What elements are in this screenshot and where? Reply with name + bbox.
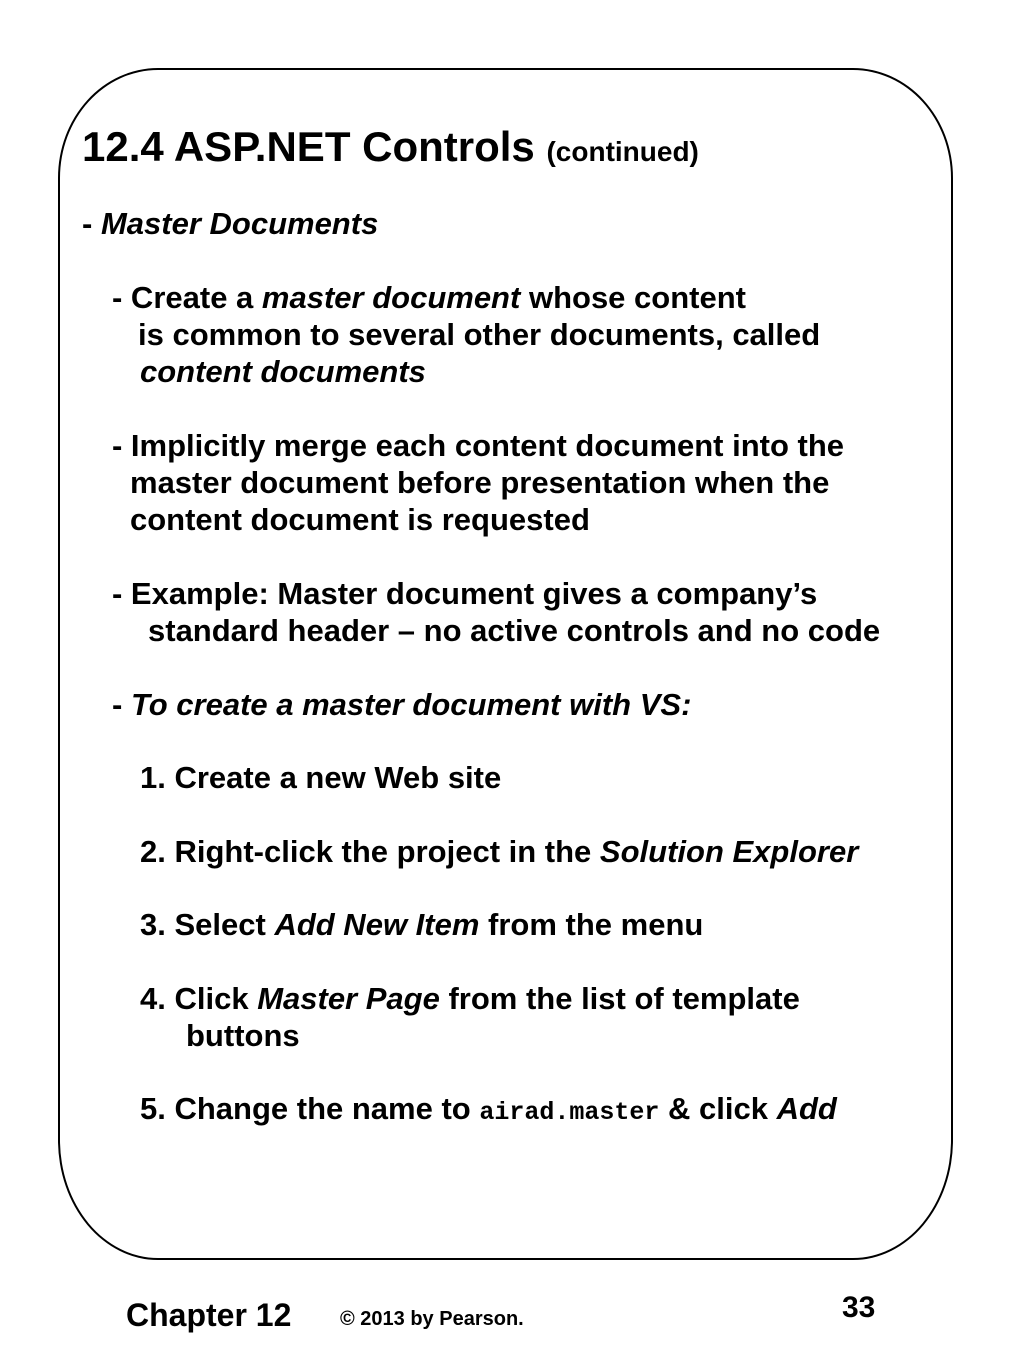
slide-title-suffix: (continued) — [546, 136, 699, 167]
step-3-text-c: from the menu — [488, 907, 704, 942]
bullet-1-line-1 — [112, 280, 746, 316]
step-5-text-a: 5. Change the name to — [140, 1091, 471, 1126]
footer-chapter: Chapter 12 — [126, 1297, 292, 1333]
step-1: 1. Create a new Web site — [140, 760, 502, 795]
bullet-2-line-2: master document before presentation when the — [130, 465, 830, 500]
bullet-4 — [112, 687, 691, 723]
bullet-4-dash: - — [112, 687, 123, 722]
bullet-1-text-c: whose content — [528, 280, 746, 315]
bullet-3-line-1: - Example: Master document gives a company’s — [112, 576, 818, 611]
footer-copyright: © 2013 by Pearson. — [340, 1308, 524, 1330]
slide-title-main: 12.4 ASP.NET Controls — [82, 123, 535, 170]
bullet-2-line-3: content document is requested — [130, 502, 590, 537]
step-5-term-add: Add — [776, 1091, 837, 1126]
step-4-text-c: from the list of template — [448, 981, 800, 1016]
step-4-term: Master Page — [257, 981, 440, 1016]
bullet-1-line-3 — [140, 354, 426, 390]
step-4-text-a: 4. Click — [140, 981, 249, 1016]
bullet-2-line-1: - Implicitly merge each content document into the — [112, 428, 845, 463]
step-2 — [140, 834, 858, 870]
bullet-1-term-master-document: master document — [261, 280, 521, 315]
step-5-filename: airad.master — [479, 1098, 660, 1127]
step-5 — [140, 1091, 837, 1131]
section-heading — [82, 206, 378, 242]
step-4-line-2: buttons — [186, 1018, 300, 1053]
bullet-3-line-2: standard header – no active controls and no code — [148, 613, 881, 648]
section-dash: - — [82, 206, 93, 241]
footer-page-number: 33 — [842, 1291, 876, 1324]
step-2-term: Solution Explorer — [599, 834, 859, 869]
slide-title — [82, 123, 699, 176]
slide-frame — [58, 68, 953, 1260]
step-3-text-a: 3. Select — [140, 907, 266, 942]
step-4-line-1 — [140, 981, 800, 1017]
bullet-1-text-a: - Create a — [112, 280, 254, 315]
bullet-1-line-2: is common to several other documents, called — [138, 317, 821, 352]
bullet-4-text: To create a master document with VS: — [130, 687, 692, 722]
step-3-term: Add New Item — [274, 907, 480, 942]
section-heading-text: Master Documents — [100, 206, 379, 241]
bullet-1-term-content-documents: content documents — [140, 354, 426, 389]
step-2-text: 2. Right-click the project in the — [140, 834, 592, 869]
step-5-text-c: & click — [668, 1091, 768, 1126]
step-3 — [140, 907, 703, 943]
